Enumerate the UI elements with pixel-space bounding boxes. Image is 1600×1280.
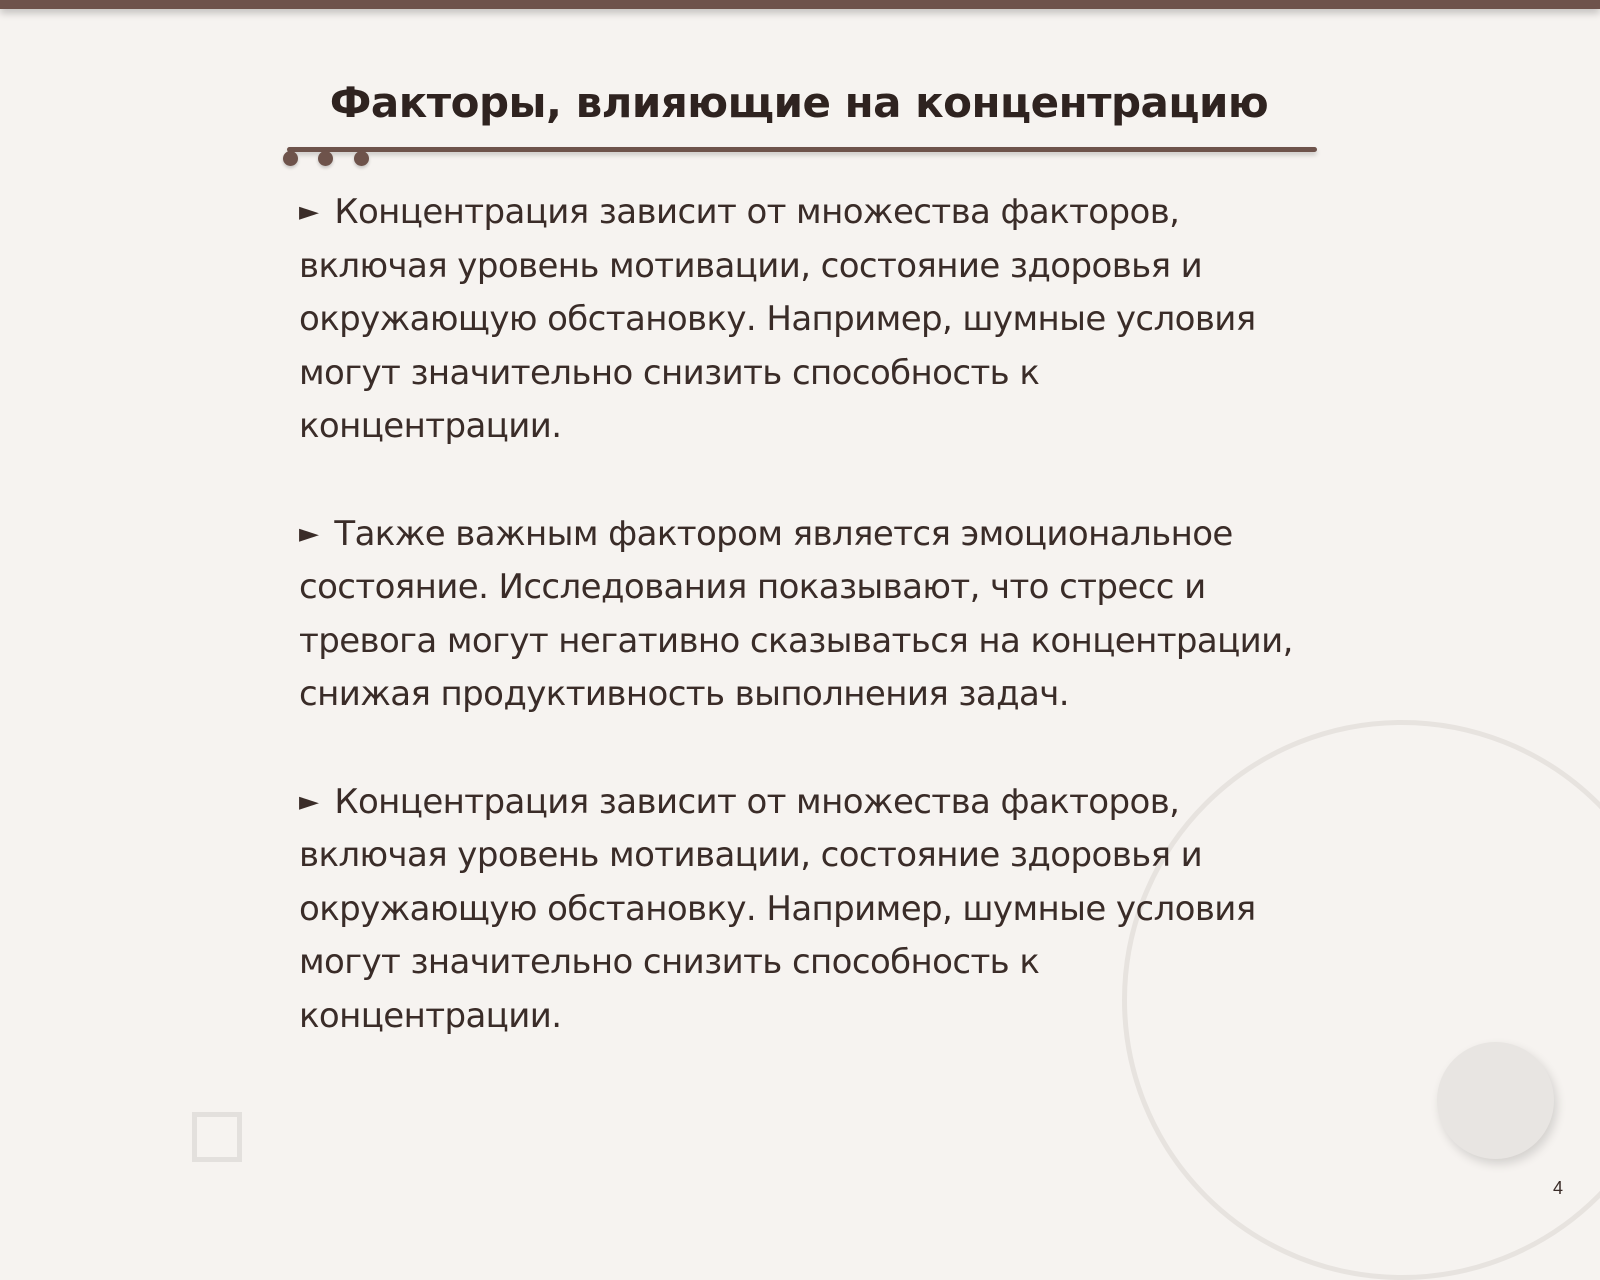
underline-dot — [318, 151, 333, 166]
page-number: 4 — [1553, 1178, 1564, 1198]
decorative-circle — [1437, 1042, 1554, 1159]
decorative-square — [192, 1112, 242, 1162]
bullet-item — [299, 186, 1309, 454]
arrow-bullet-icon: ► — [299, 518, 319, 549]
bullet-item — [299, 508, 1309, 722]
slide-title: Факторы, влияющие на концентрацию — [329, 78, 1269, 127]
title-underline — [287, 147, 1317, 152]
bullet-text: Концентрация зависит от множества факторов, включая уровень мотивации, состояние здоровья и окружающую обстановку. Например, шумные условия могут значительно снизить способность к концентрации. — [299, 192, 1256, 446]
arrow-bullet-icon: ► — [299, 197, 319, 227]
bullet-text: Концентрация зависит от множества факторов, включая уровень мотивации, состояние здоровья и окружающую обстановку. Например, шумные условия могут значительно снизить способность к концентрации. — [299, 781, 1256, 1036]
arrow-bullet-icon: ► — [299, 786, 319, 817]
bullet-list — [299, 186, 1309, 1043]
top-accent-bar — [0, 0, 1600, 9]
bullet-item — [299, 776, 1309, 1044]
underline-dot — [354, 151, 369, 166]
bullet-text: Также важным фактором является эмоциональное состояние. Исследования показывают, что стресс и тревога могут негативно сказываться на концентрации, снижая продуктивность выполнения задач. — [299, 513, 1293, 714]
underline-dot — [283, 151, 298, 166]
